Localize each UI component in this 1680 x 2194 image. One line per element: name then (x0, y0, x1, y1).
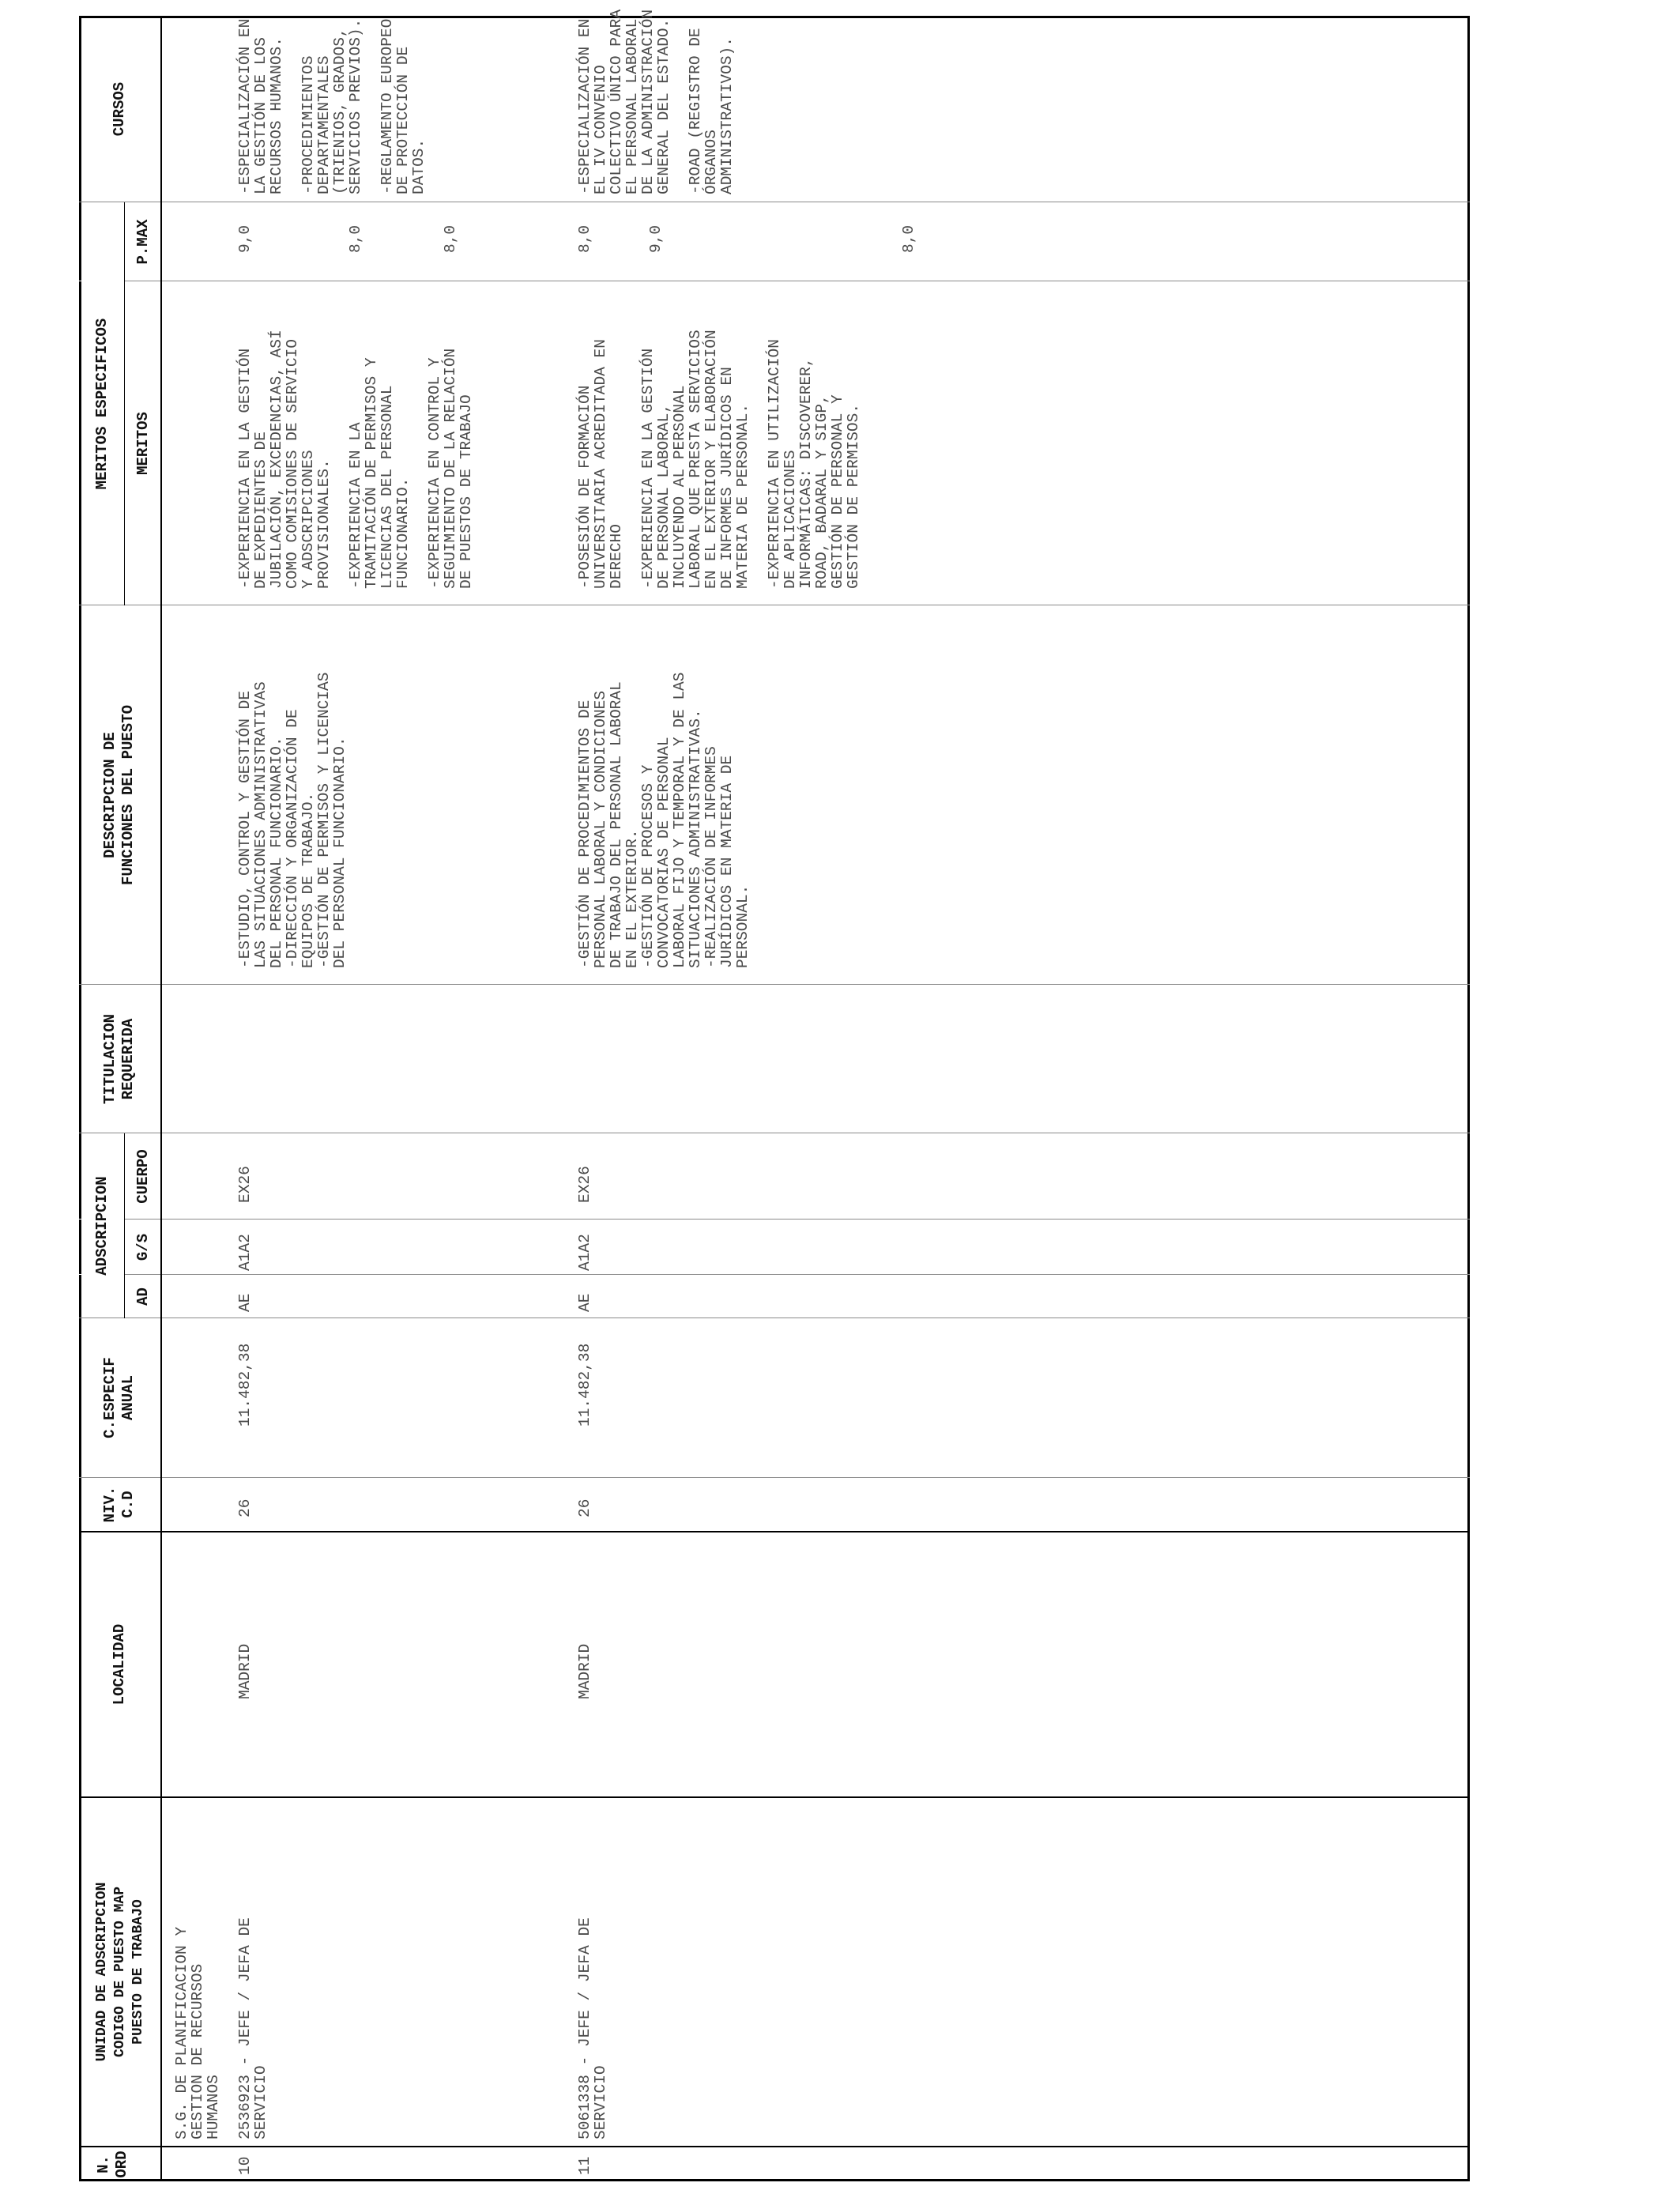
row-10-puesto: 2536923 - JEFE / JEFA DE SERVICIO (236, 1917, 269, 2139)
row-10-gs: A1A2 (236, 1234, 254, 1271)
row-11-merito-1: -POSESIÓN DE FORMACIÓN UNIVERSITARIA ACREDITADA EN DERECHO (576, 339, 625, 589)
rotated-page (79, 9, 1470, 2181)
header-adscripcion: ADSCRIPCION (93, 1176, 111, 1276)
header-bottom-line (160, 16, 162, 2181)
row-11-puesto: 5061338 - JEFE / JEFA DE SERVICIO (576, 1917, 609, 2139)
row-11-cursos (577, 9, 735, 194)
row-11-ad: AE (576, 1293, 593, 1312)
row-10-curso-1: -ESPECIALIZACIÓN EN LA GESTIÓN DE LOS RECURSOS HUMANOS. (236, 18, 285, 194)
header-descripcion: DESCRIPCION DE FUNCIONES DEL PUESTO (101, 704, 137, 886)
row-11-pmax-1: 8,0 (576, 224, 593, 253)
row-10-merito-2: -EXPERIENCIA EN LA TRAMITACIÓN DE PERMISOS Y LICENCIAS DEL PERSONAL FUNCIONARIO. (347, 357, 412, 589)
col-sep-ad (79, 1274, 1470, 1275)
row-10-cuerpo: EX26 (236, 1166, 254, 1203)
row-10-localidad: MADRID (236, 1643, 254, 1699)
row-11-curso-2: -ROAD (REGISTRO DE ÓRGANOS ADMINISTRATIVOS). (687, 28, 736, 194)
header-n-ord: N. ORD (95, 2151, 130, 2178)
row-11-descripcion: -GESTIÓN DE PROCEDIMIENTOS DE PERSONAL LABORAL Y CONDICIONES DE TRABAJO DEL PERSONAL LABORAL EN EL EXTERIOR. -GESTIÓN DE PROCESOS Y CONVOCATORIAS DE PERSONAL LABORAL FIJO Y TEMPORAL Y DE LAS SITUACIONES ADMINISTRATIVAS. -REALIZACIÓN DE INFORMES JURÍDICOS EN MATERIA DE PERSONAL. (576, 672, 751, 968)
header-cuerpo: CUERPO (134, 1149, 152, 1204)
row-11-merito-3: -EXPERIENCIA EN UTILIZACIÓN DE APLICACIONES INFORMÁTICAS: DISCOVERER, ROAD, BADARAL Y SIGP, GESTIÓN DE PERSONAL Y GESTIÓN DE PERMISOS. (766, 339, 862, 589)
adscripcion-subheader-line (124, 1133, 125, 1318)
row-11-localidad: MADRID (576, 1643, 593, 1699)
col-sep-titulacion (79, 984, 1470, 985)
header-cursos: CURSOS (111, 81, 128, 137)
col-sep-cespecif (79, 1477, 1470, 1478)
header-ad: AD (134, 1287, 152, 1306)
row-10-merito-3: -EXPERIENCIA EN CONTROL Y SEGUIMIENTO DE LA RELACIÓN DE PUESTOS DE TRABAJO (426, 348, 475, 589)
row-10-pmax-2: 8,0 (347, 224, 364, 253)
row-11-c-especif: 11.482,38 (576, 1343, 593, 1427)
row-10-meritos (237, 330, 474, 589)
header-pmax: P.MAX (134, 219, 152, 265)
row-10-n-ord: 10 (236, 2156, 254, 2175)
header-gs: G/S (134, 1233, 152, 1261)
header-localidad: LOCALIDAD (111, 1623, 128, 1706)
row-11-nivel: 26 (576, 1498, 593, 1517)
row-10-cursos (237, 19, 427, 194)
row-10-curso-3: -REGLAMENTO EUROPEO DE PROTECCIÓN DE DATOS. (379, 18, 428, 194)
header-unidad: UNIDAD DE ADSCRIPCION CODIGO DE PUESTO MAP PUESTO DE TRABAJO (94, 1882, 146, 2062)
col-sep-gs (79, 1219, 1470, 1220)
row-10-ad: AE (236, 1293, 254, 1312)
row-11-n-ord: 11 (576, 2156, 593, 2175)
header-titulacion: TITULACION REQUERIDA (101, 1013, 137, 1105)
header-meritos: MERITOS (134, 412, 152, 475)
row-10-descripcion: -ESTUDIO, CONTROL Y GESTIÓN DE LAS SITUACIONES ADMINISTRATIVAS DEL PERSONAL FUNCIONARIO. -DIRECCIÓN Y ORGANIZACIÓN DE EQUIPOS DE TRABAJO. -GESTIÓN DE PERMISOS Y LICENCIAS DEL PERSONAL FUNCIONARIO. (236, 672, 348, 968)
nord-thick-sep (79, 2146, 1470, 2147)
row-11-meritos (577, 330, 861, 589)
row-11-pmax-3: 8,0 (900, 224, 917, 253)
row-10-curso-2: -PROCEDIMIENTOS DEPARTAMENTALES (TRIENIOS, GRADOS, SERVICIOS PREVIOS). (299, 18, 364, 194)
localidad-thick-sep (79, 1796, 1470, 1798)
row-10-nivel: 26 (236, 1498, 254, 1517)
unit-name: S.G. DE PLANIFICACION Y GESTION DE RECURSOS HUMANOS (173, 1926, 222, 2139)
row-10-merito-1: -EXPERIENCIA EN LA GESTIÓN DE EXPEDIENTES DE JUBILACIÓN, EXCEDENCIAS, ASÍ COMO COMISIONES DE SERVICIO Y ADSCRIPCIONES PROVISIONALES. (236, 330, 333, 589)
row-10-c-especif: 11.482,38 (236, 1343, 254, 1427)
row-10-pmax-3: 8,0 (442, 224, 459, 253)
header-c-especif: C.ESPECIF ANUAL (101, 1357, 137, 1438)
row-11-pmax-2: 9,0 (647, 224, 665, 253)
row-11-gs: A1A2 (576, 1234, 593, 1271)
row-11-merito-2: -EXPERIENCIA EN LA GESTIÓN DE PERSONAL LABORAL, INCLUYENDO AL PERSONAL LABORAL QUE PRESTA SERVICIOS EN EL EXTERIOR Y ELABORACIÓN DE INFORMES JURÍDICOS EN MATERIA DE PERSONAL. (639, 330, 751, 589)
meritos-subheader-line (124, 202, 125, 605)
row-11-cuerpo: EX26 (576, 1166, 593, 1203)
row-10-pmax-1: 9,0 (236, 224, 254, 253)
col-sep-nivel (79, 1531, 1470, 1532)
row-11-curso-1: -ESPECIALIZACIÓN EN EL IV CONVENIO COLECTIVO ÚNICO PARA EL PERSONAL LABORAL DE LA ADMINISTRACIÓN GENERAL DEL ESTADO. (576, 9, 672, 194)
header-meritos-especificos: MERITOS ESPECIFICOS (93, 318, 111, 490)
header-nivel: NIV. C.D (101, 1486, 137, 1523)
